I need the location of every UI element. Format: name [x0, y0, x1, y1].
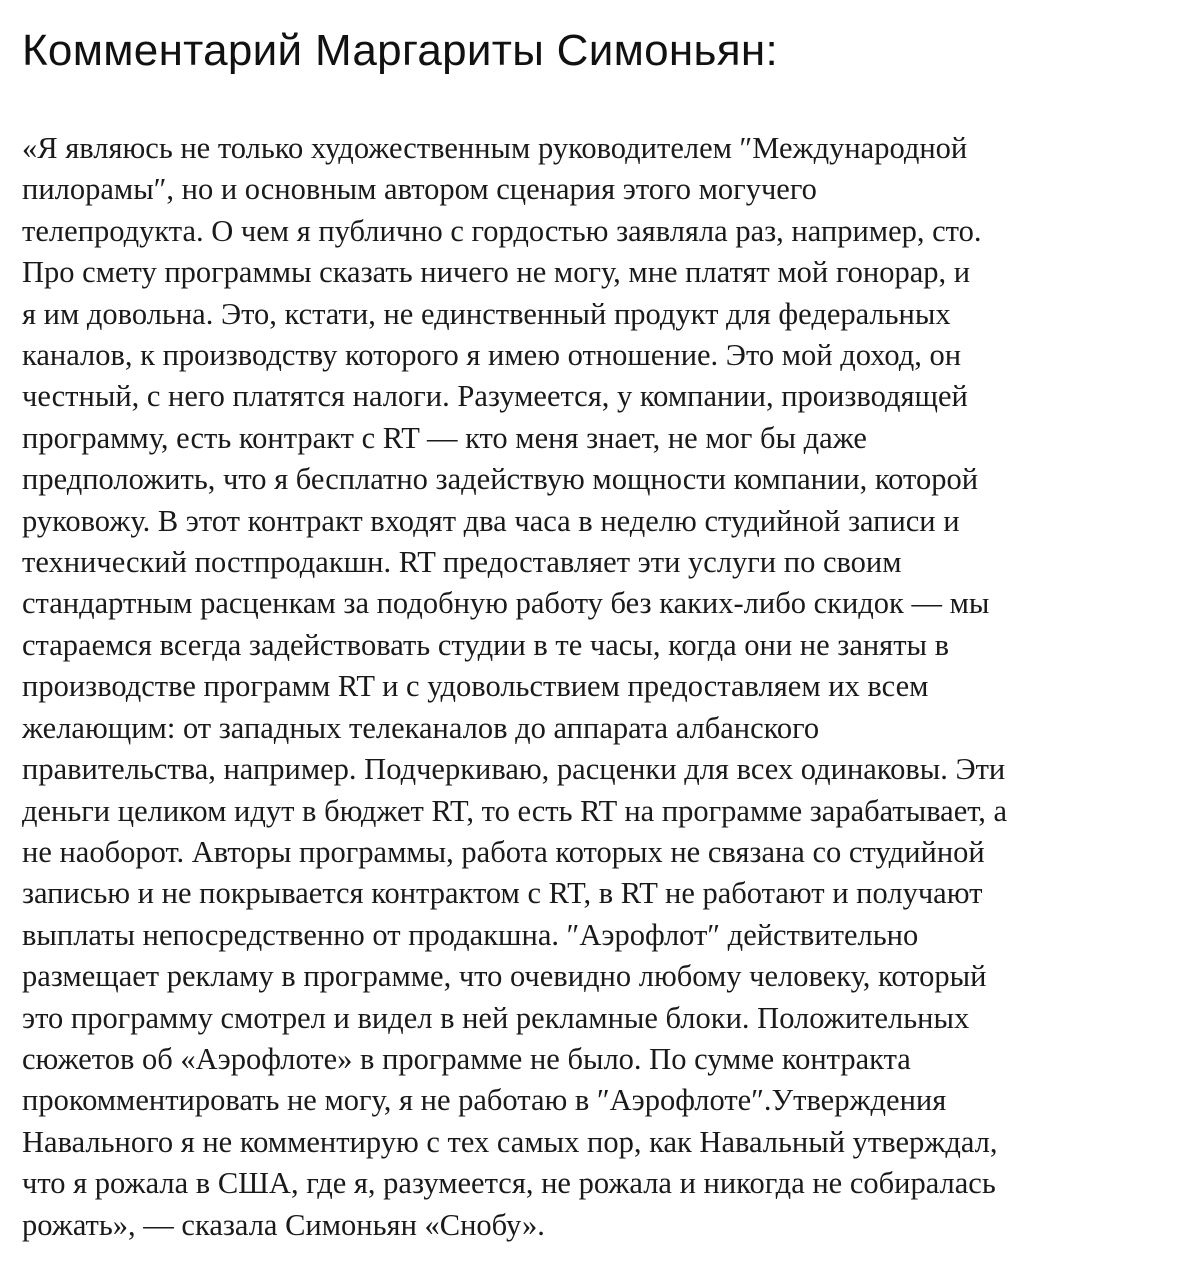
quote-line: каналов, к производству которого я имею отношение. Это мой доход, он: [22, 338, 962, 373]
quote-line: производстве программ RT и с удовольствием предоставляем их всем: [22, 669, 929, 704]
quote-line: деньги целиком идут в бюджет RT, то есть RT на программе зарабатывает, а: [22, 793, 1008, 828]
quote-line: Навального я не комментирую с тех самых пор, как Навальный утверждал,: [22, 1124, 998, 1159]
quote-line: прокомментировать не могу, я не работаю в ″Аэрофлоте″.Утверждения: [22, 1083, 947, 1118]
quote-line: рожать», — сказала Симоньян «Снобу».: [22, 1207, 545, 1242]
quote-line: предположить, что я бесплатно задействую мощности компании, которой: [22, 462, 979, 497]
quote-line: Про смету программы сказать ничего не могу, мне платят мой гонорар, и: [22, 255, 971, 290]
quote-line: правительства, например. Подчеркиваю, расценки для всех одинаковы. Эти: [22, 752, 1006, 787]
quote-line: руковожу. В этот контракт входят два часа в неделю студийной записи и: [22, 503, 960, 538]
quote-line: это программу смотрел и видел в ней рекламные блоки. Положительных: [22, 1000, 970, 1035]
quote-line: стараемся всегда задействовать студии в те часы, когда они не заняты в: [22, 627, 950, 662]
quote-paragraph: [22, 128, 1180, 1246]
quote-line: программу, есть контракт с RT — кто меня знает, не мог бы даже: [22, 420, 867, 455]
quote-line: телепродукта. О чем я публично с гордостью заявляла раз, например, сто.: [22, 213, 982, 248]
quote-line: что я рожала в США, где я, разумеется, не рожала и никогда не собиралась: [22, 1166, 996, 1201]
quote-line: «Я являюсь не только художественным руководителем ″Международной: [22, 131, 968, 165]
quote-line: сюжетов об «Аэрофлоте» в программе не было. По сумме контракта: [22, 1041, 911, 1076]
quote-line: честный, с него платятся налоги. Разумеется, у компании, производящей: [22, 379, 968, 414]
quote-line: технический постпродакшн. RT предоставляет эти услуги по своим: [22, 545, 902, 580]
quote-line: стандартным расценкам за подобную работу без каких-либо скидок — мы: [22, 586, 990, 621]
page-title: Комментарий Маргариты Симоньян:: [22, 26, 778, 75]
quote-line: я им довольна. Это, кстати, не единственный продукт для федеральных: [22, 296, 951, 331]
quote-line: пилорамы″, но и основным автором сценария этого могучего: [22, 172, 817, 207]
quote-line: не наоборот. Авторы программы, работа которых не связана со студийной: [22, 834, 985, 869]
quote-line: желающим: от западных телеканалов до аппарата албанского: [22, 710, 820, 745]
quote-line: размещает рекламу в программе, что очевидно любому человеку, который: [22, 959, 987, 994]
quote-line: записью и не покрывается контрактом с RT, в RT не работают и получают: [22, 876, 983, 911]
quote-line: выплаты непосредственно от продакшна. ″Аэрофлот″ действительно: [22, 917, 919, 952]
